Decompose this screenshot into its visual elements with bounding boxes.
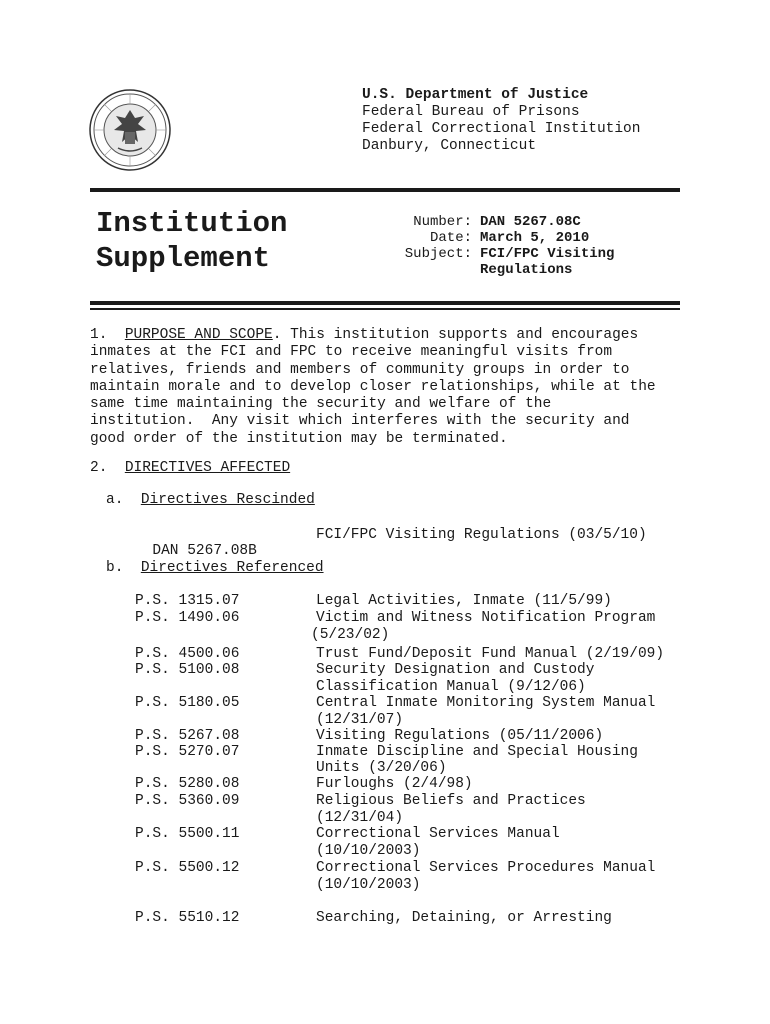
directive-title: Central Inmate Monitoring System Manual	[316, 695, 656, 711]
directive-code: P.S. 5500.12	[135, 860, 240, 876]
section1-line: institution. Any visit which interferes with the security and	[90, 413, 630, 430]
directive-code: P.S. 4500.06	[135, 646, 240, 662]
agency-institution: Federal Correctional Institution	[362, 121, 641, 137]
directive-code: P.S. 1490.06	[135, 610, 240, 626]
title-line-2: Supplement	[96, 242, 271, 275]
section2-heading: DIRECTIVES AFFECTED	[124, 460, 291, 476]
subsection-a-heading-row	[106, 492, 315, 508]
directive-title: Classification Manual (9/12/06)	[316, 679, 586, 695]
date-label: Date:	[429, 230, 472, 246]
subject-label: Subject:	[404, 246, 472, 262]
section1-number: 1.	[90, 327, 108, 343]
directive-title: Units (3/20/06)	[316, 760, 447, 776]
title-line-1: Institution	[96, 207, 288, 240]
directive-title: Trust Fund/Deposit Fund Manual (2/19/09)	[316, 646, 665, 662]
directive-title: (12/31/04)	[316, 810, 404, 826]
section1-line: same time maintaining the security and welfare of the	[90, 396, 552, 413]
subsection-a-heading: Directives Rescinded	[140, 492, 315, 508]
directive-title: Inmate Discipline and Special Housing	[316, 744, 638, 760]
subject-value-1: FCI/FPC Visiting	[480, 246, 615, 262]
agency-department: U.S. Department of Justice	[362, 87, 589, 103]
directive-title: Furloughs (2/4/98)	[316, 776, 473, 792]
directive-title: Visiting Regulations (05/11/2006)	[316, 728, 604, 744]
section2-heading-row	[90, 460, 290, 476]
section1-line: . This institution supports and encourages	[272, 327, 639, 343]
directive-title: (10/10/2003)	[316, 843, 421, 859]
directive-title: Correctional Services Manual	[316, 826, 560, 842]
directive-code: P.S. 5180.05	[135, 695, 240, 711]
subsection-a-label: a.	[106, 492, 124, 508]
subsection-b-heading: Directives Referenced	[140, 560, 324, 576]
section1-line: good order of the institution may be terminated.	[90, 430, 508, 447]
directive-code: P.S. 1315.07	[135, 593, 240, 609]
directive-code: P.S. 5270.07	[135, 744, 240, 760]
section-purpose	[90, 327, 690, 448]
subsection-b-label: b.	[106, 560, 124, 576]
directive-code: P.S. 5500.11	[135, 826, 240, 842]
agency-block	[362, 87, 640, 155]
number-label: Number:	[413, 214, 472, 230]
rescinded-title: FCI/FPC Visiting Regulations (03/5/10)	[316, 527, 647, 543]
document-meta	[390, 214, 680, 278]
directive-code: P.S. 5267.08	[135, 728, 240, 744]
directive-title: (12/31/07)	[316, 712, 404, 728]
subject-value-2: Regulations	[480, 262, 573, 278]
directive-title: Searching, Detaining, or Arresting	[316, 910, 612, 926]
title-rule	[90, 301, 680, 310]
rescinded-row	[135, 527, 257, 559]
agency-bureau: Federal Bureau of Prisons	[362, 104, 580, 120]
section1-line: relatives, friends and members of community groups in order to	[90, 361, 630, 378]
date-value: March 5, 2010	[480, 230, 590, 246]
doj-seal	[88, 88, 172, 172]
agency-location: Danbury, Connecticut	[362, 138, 537, 154]
directive-code: P.S. 5360.09	[135, 793, 240, 809]
section1-heading: PURPOSE AND SCOPE	[124, 327, 273, 343]
directive-title: (5/23/02)	[311, 627, 390, 643]
subsection-b-heading-row	[106, 560, 324, 576]
directive-code: P.S. 5510.12	[135, 910, 240, 926]
directive-title: Legal Activities, Inmate (11/5/99)	[316, 593, 612, 609]
number-value: DAN 5267.08C	[480, 214, 581, 230]
section1-line: inmates at the FCI and FPC to receive meaningful visits from	[90, 344, 613, 361]
document-title	[96, 206, 287, 276]
directive-title: Victim and Witness Notification Program	[316, 610, 656, 626]
directive-title: (10/10/2003)	[316, 877, 421, 893]
directive-title: Correctional Services Procedures Manual	[316, 860, 656, 876]
header-rule	[90, 188, 680, 192]
section1-line: maintain morale and to develop closer relationships, while at the	[90, 378, 656, 395]
directive-code: P.S. 5100.08	[135, 662, 240, 678]
directive-code: DAN 5267.08B	[152, 543, 257, 559]
directive-title: Religious Beliefs and Practices	[316, 793, 586, 809]
directive-code: P.S. 5280.08	[135, 776, 240, 792]
directive-title: Security Designation and Custody	[316, 662, 595, 678]
section2-number: 2.	[90, 460, 108, 476]
